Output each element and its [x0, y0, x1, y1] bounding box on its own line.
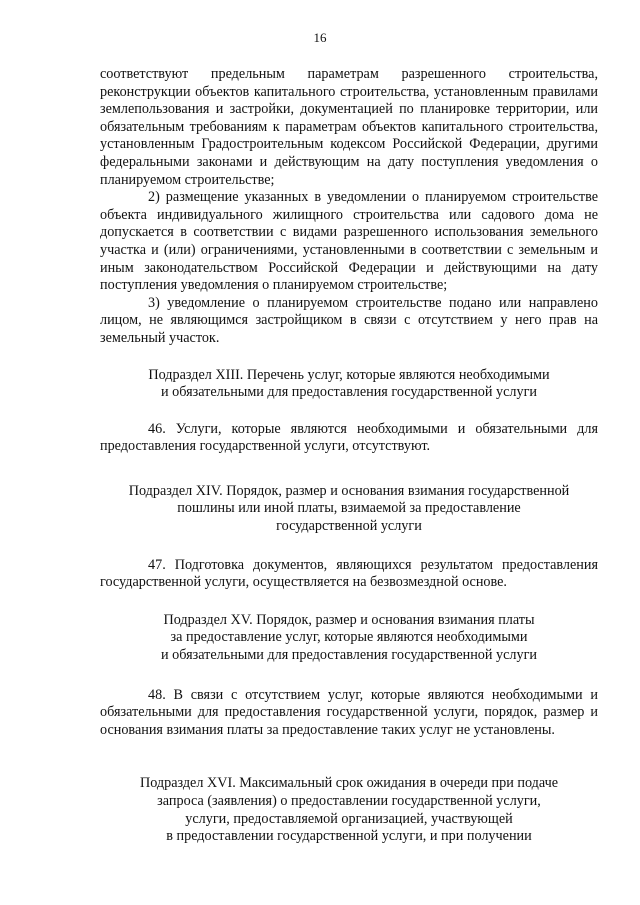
paragraph-47: 47. Подготовка документов, являющихся результатом предоставления государственной услуги, осуществляется на безвозмездной основе.	[100, 556, 598, 591]
document-body	[100, 66, 598, 846]
heading-line: и обязательными для предоставления государственной услуги	[160, 384, 538, 401]
heading-line: и обязательными для предоставления государственной услуги	[160, 647, 538, 664]
paragraph-item-2: 2) размещение указанных в уведомлении о планируемом строительстве объекта индивидуального жилищного строительства или садового дома не допускается в соответствии с видами разрешенного использования земельного участка и (или) ограничениями, установленными в соответствии с земельным и иным законодательством Российской Федерации и действующими на дату поступления уведомления о планируемом строительстве;	[100, 189, 598, 294]
heading-subsection-15	[100, 612, 598, 665]
heading-line: услуги, предоставляемой организацией, участвующей	[185, 810, 513, 827]
heading-line: Подраздел XIII. Перечень услуг, которые являются необходимыми	[148, 366, 550, 383]
heading-line: за предоставление услуг, которые являются необходимыми	[170, 629, 528, 646]
paragraph-item-3: 3) уведомление о планируемом строительстве подано или направлено лицом, не являющимся застройщиком в связи с отсутствием у него прав на земельный участок.	[100, 294, 598, 346]
paragraph-48: 48. В связи с отсутствием услуг, которые являются необходимыми и обязательными для предоставления государственной услуги, порядок, размер и основания взимания платы за предоставление таких услуг не установлены.	[100, 686, 598, 738]
heading-line: в предоставлении государственной услуги, и при получении	[166, 828, 532, 845]
heading-line: пошлины или иной платы, взимаемой за предоставление	[177, 500, 521, 517]
heading-subsection-13	[100, 367, 598, 402]
heading-line: государственной услуги	[276, 518, 422, 535]
heading-subsection-14	[100, 483, 598, 536]
heading-line: Подраздел XIV. Порядок, размер и основания взимания государственной	[128, 482, 570, 499]
heading-line: Подраздел XV. Порядок, размер и основания взимания платы	[163, 611, 535, 628]
heading-subsection-16	[100, 775, 598, 845]
page-number: 16	[313, 30, 327, 45]
paragraph-continuation: соответствуют предельным параметрам разрешенного строительства, реконструкции объектов капитального строительства, установленным правилами землепользования и застройки, документацией по планировке территории, или обязательным требованиям к параметрам объектов капитального строительства, установленным Градостроительным кодексом Российской Федерации, другими федеральными законами и действующим на дату поступления уведомления о планируемом строительстве;	[100, 66, 598, 188]
paragraph-46: 46. Услуги, которые являются необходимыми и обязательными для предоставления государственной услуги, отсутствуют.	[100, 420, 598, 455]
heading-line: Подраздел XVI. Максимальный срок ожидания в очереди при подаче	[139, 775, 559, 792]
heading-line: запроса (заявления) о предоставлении государственной услуги,	[157, 793, 541, 809]
